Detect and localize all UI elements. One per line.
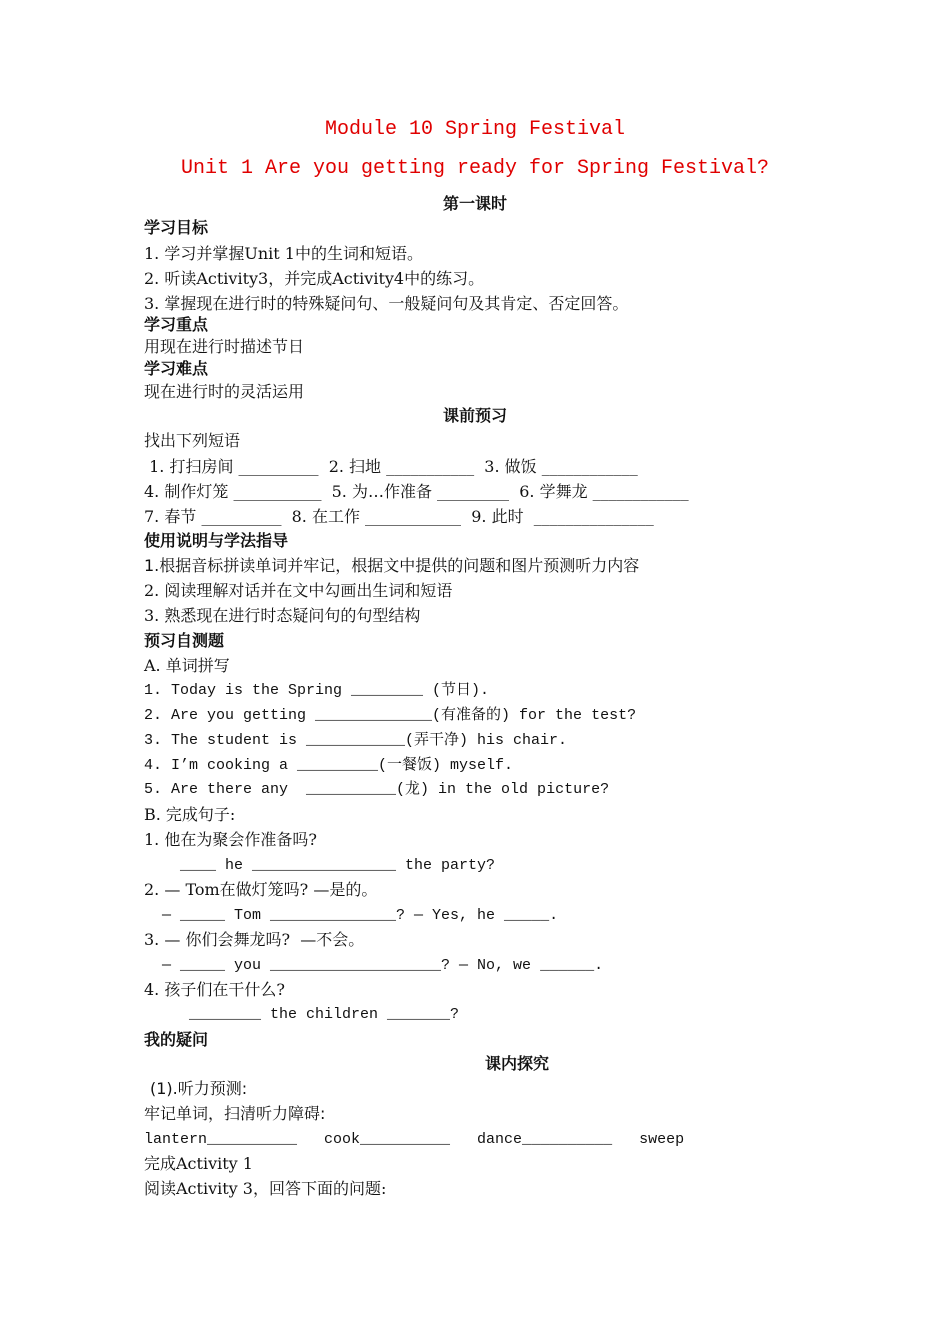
sentence-item: ____ he ________________ the party?: [144, 857, 496, 874]
phrase-row: 4. 制作灯笼 ___________ 5. 为…作准备 _________ 6. 学舞龙 ____________: [144, 482, 689, 501]
spelling-item: 1. Today is the Spring ________ (节日).: [144, 682, 490, 699]
sentence-item: 2. — Tom在做灯笼吗? —是的。: [144, 880, 378, 899]
questions-heading: 我的疑问: [144, 1030, 209, 1049]
lesson-heading: 第一课时: [442, 194, 507, 213]
spelling-item: 3. The student is ___________(弄干净) his chair.: [144, 732, 568, 749]
goal-item: 1. 学习并掌握Unit 1中的生词和短语。: [144, 244, 423, 263]
difficulty-text: 现在进行时的灵活运用: [144, 382, 305, 401]
goal-item: 2. 听读Activity3，并完成Activity4中的练习。: [144, 269, 485, 288]
goals-heading: 学习目标: [144, 218, 209, 237]
difficulty-heading: 学习难点: [144, 359, 209, 378]
focus-heading: 学习重点: [144, 315, 209, 334]
focus-text: 用现在进行时描述节日: [144, 337, 305, 356]
spelling-item: 5. Are there any __________(龙) in the old picture?: [144, 781, 610, 798]
sentence-item: — _____ you ___________________? — No, we ______.: [144, 957, 604, 974]
phrase-row: 1. 打扫房间 __________ 2. 扫地 ___________ 3. 做饭 ____________: [144, 457, 638, 476]
guide-item: 2. 阅读理解对话并在文中勾画出生词和短语: [144, 581, 453, 600]
sentence-item: 3. — 你们会舞龙吗? —不会。: [144, 930, 365, 949]
sentence-item: ________ the children _______?: [144, 1006, 460, 1023]
listening-step: (1).听力预测:: [150, 1079, 248, 1098]
activity-1: 完成Activity 1: [144, 1154, 253, 1173]
guide-item: 3. 熟悉现在进行时态疑问句的句型结构: [144, 606, 421, 625]
guide-heading: 使用说明与学法指导: [144, 531, 289, 550]
spelling-item: 4. I’m cooking a _________(一餐饭) myself.: [144, 757, 514, 774]
preview-heading: 课前预习: [442, 406, 507, 425]
activity-3: 阅读Activity 3，回答下面的问题:: [144, 1179, 387, 1198]
inclass-heading: 课内探究: [485, 1054, 550, 1073]
sentence-item: 1. 他在为聚会作准备吗?: [144, 830, 317, 849]
unit-title: Unit 1 Are you getting ready for Spring Festival?: [180, 157, 770, 180]
module-title: Module 10 Spring Festival: [324, 118, 626, 141]
selftest-heading: 预习自测题: [144, 631, 225, 650]
sentence-item: — _____ Tom ______________? — Yes, he _____.: [144, 907, 559, 924]
vocab-line: lantern__________ cook__________ dance__________ sweep: [144, 1131, 685, 1148]
part-a-heading: A. 单词拼写: [144, 656, 230, 675]
vocab-intro: 牢记单词，扫清听力障碍:: [144, 1104, 326, 1123]
goal-item: 3. 掌握现在进行时的特殊疑问句、一般疑问句及其肯定、否定回答。: [144, 294, 629, 313]
phrase-row: 7. 春节 __________ 8. 在工作 ____________ 9. 此时 _______________: [144, 507, 654, 526]
spelling-item: 2. Are you getting _____________(有准备的) for the test?: [144, 707, 637, 724]
guide-item: 1.根据音标拼读单词并牢记，根据文中提供的问题和图片预测听力内容: [144, 556, 640, 575]
part-b-heading: B. 完成句子:: [144, 805, 236, 824]
sentence-item: 4. 孩子们在干什么?: [144, 980, 285, 999]
preview-instruction: 找出下列短语: [144, 431, 241, 450]
